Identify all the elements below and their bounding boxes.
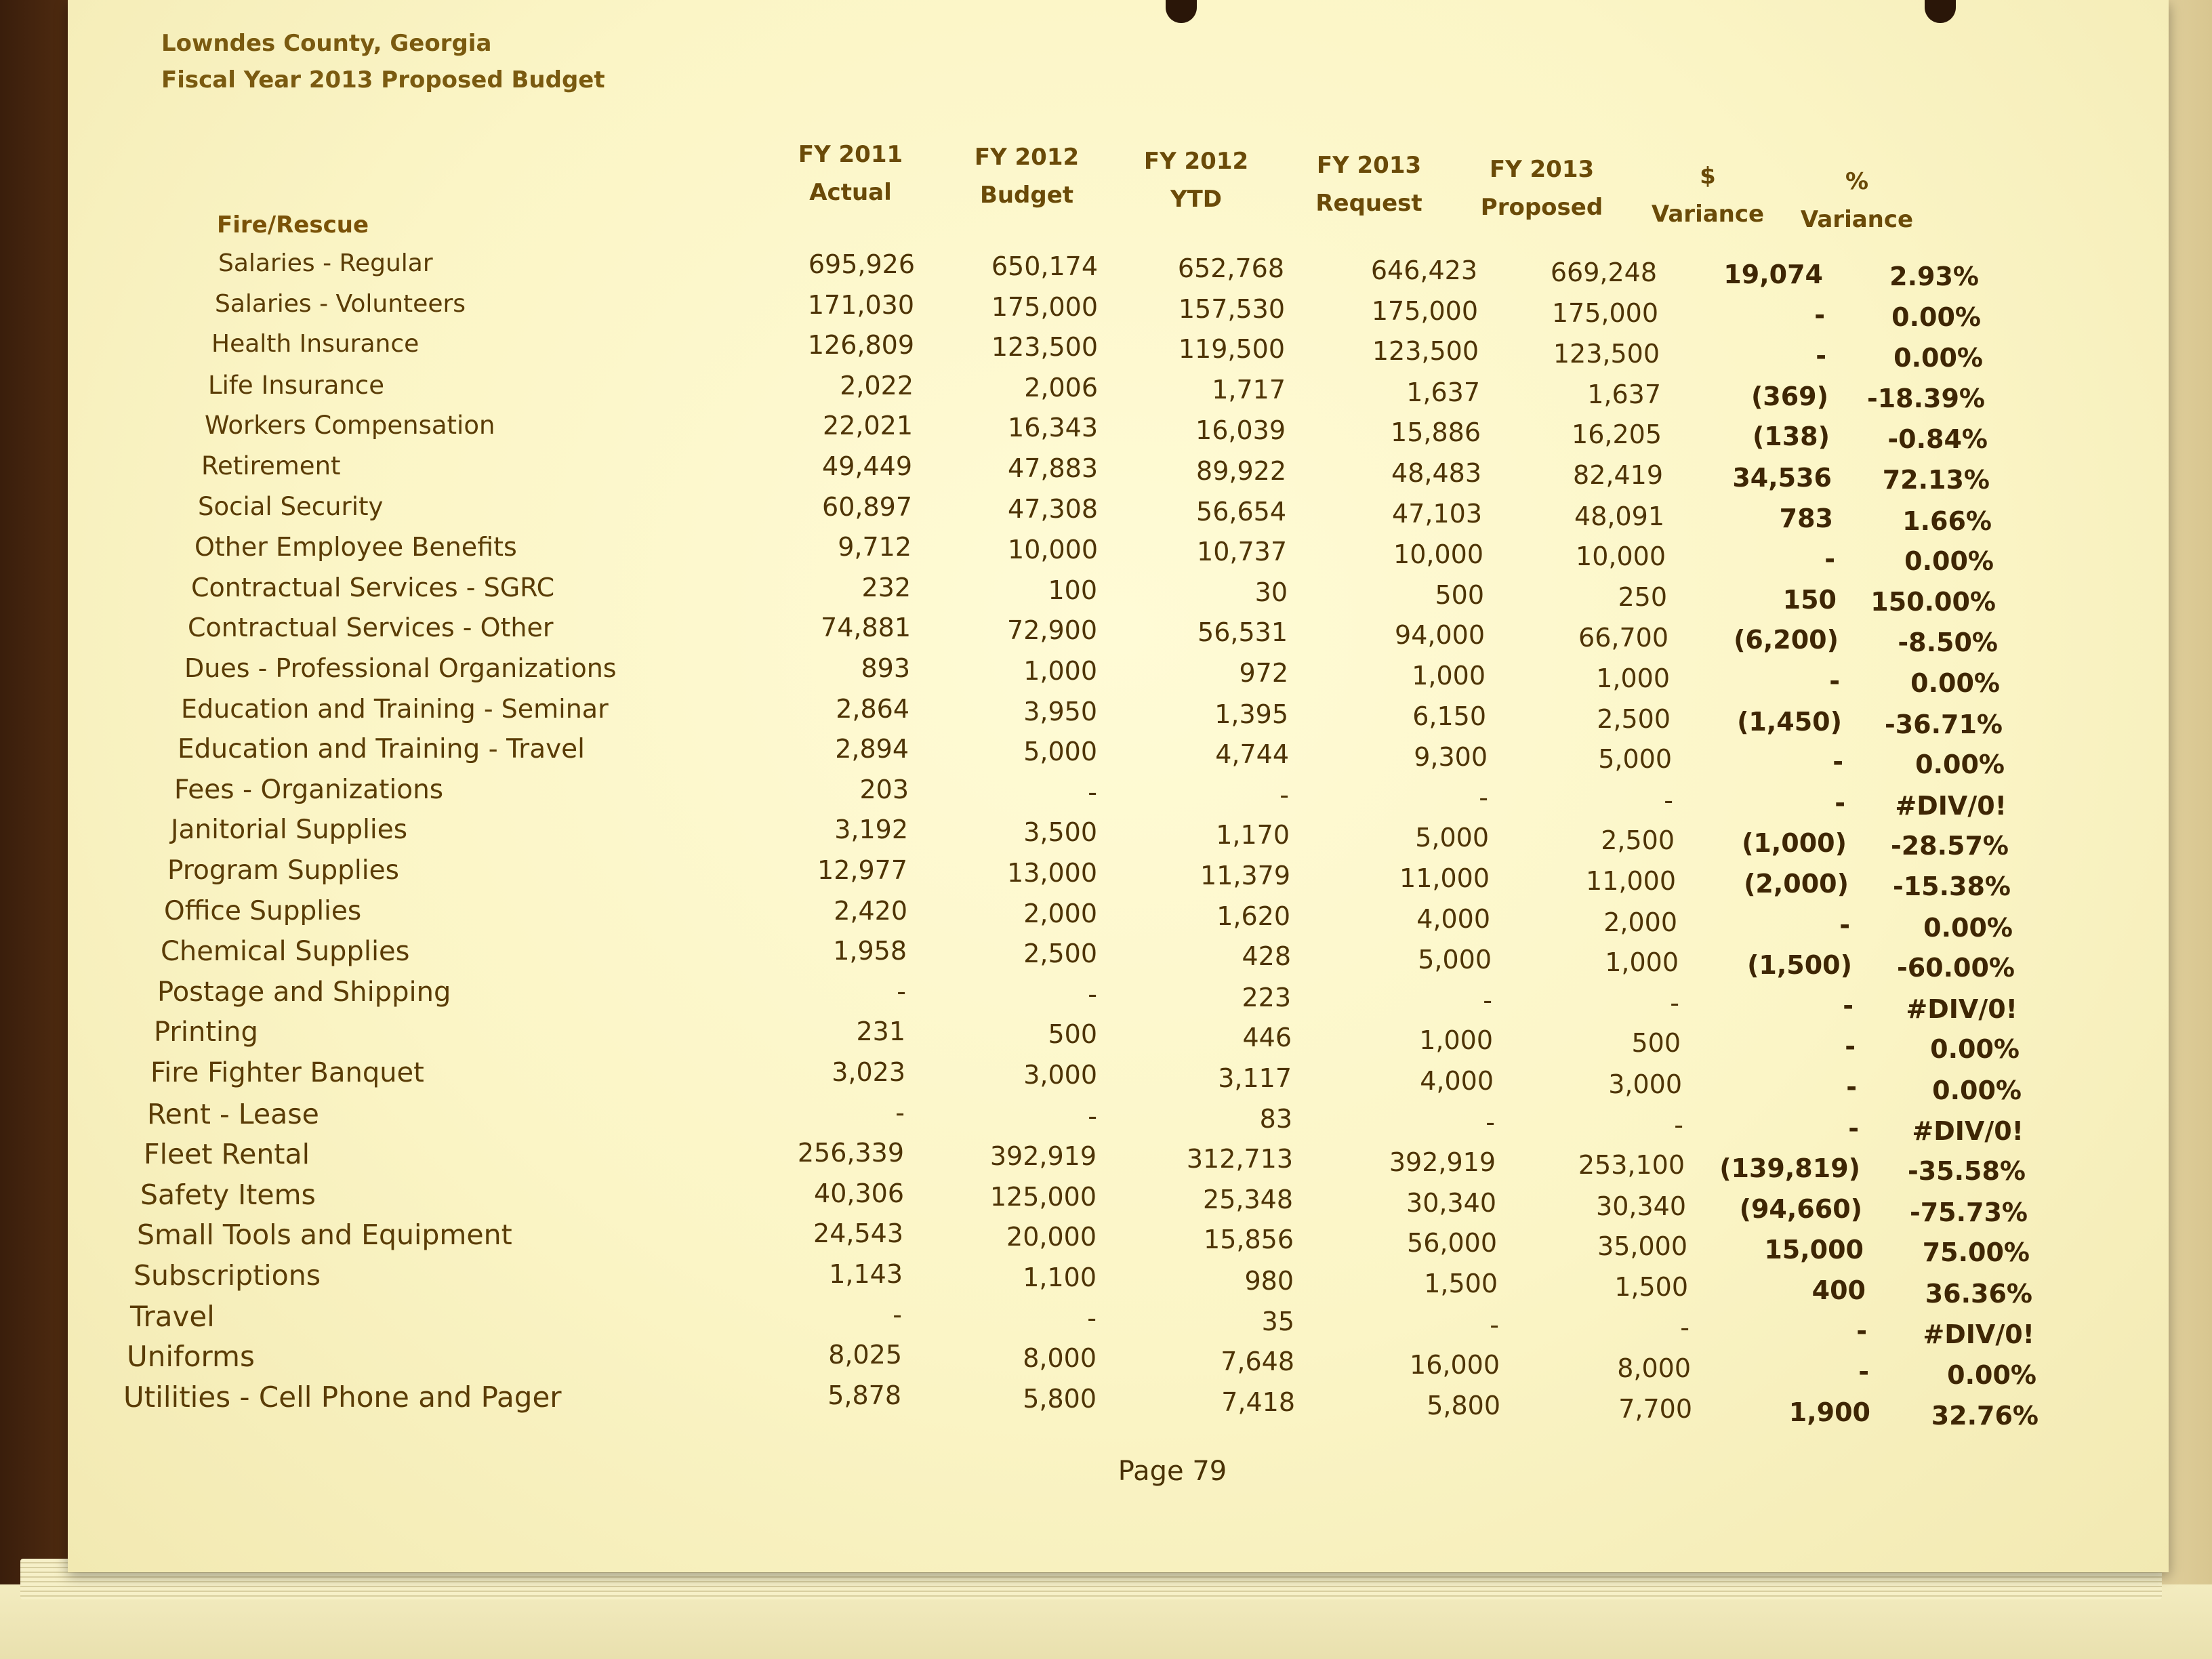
value-cell: 22,021 <box>823 411 913 441</box>
value-cell: -8.50% <box>1898 628 1998 657</box>
value-cell: 56,531 <box>1197 617 1288 647</box>
line-item-label: Social Security <box>198 492 384 521</box>
table-row <box>68 896 2169 943</box>
table-row <box>68 451 2169 495</box>
value-cell: 428 <box>1242 941 1291 971</box>
column-header-line2: Request <box>1315 190 1422 217</box>
binder-hole <box>1925 0 1956 23</box>
line-item-label: Janitorial Supplies <box>171 815 408 845</box>
value-cell: 126,809 <box>807 330 914 360</box>
value-cell: 119,500 <box>1178 334 1285 364</box>
value-cell: - <box>1835 788 1845 818</box>
value-cell: 60,897 <box>822 492 912 522</box>
document-title-county: Lowndes County, Georgia <box>161 30 492 57</box>
value-cell: (1,500) <box>1747 950 1852 980</box>
value-cell: 1,958 <box>833 936 907 966</box>
table-row <box>68 1340 2169 1390</box>
table-row <box>68 734 2169 779</box>
value-cell: 5,000 <box>1418 945 1492 975</box>
value-cell: 74,881 <box>821 613 911 642</box>
value-cell: 123,500 <box>1553 339 1660 369</box>
column-header-line2: Proposed <box>1480 194 1603 221</box>
value-cell: 2,864 <box>836 694 909 724</box>
table-row <box>68 1218 2169 1267</box>
value-cell: 3,117 <box>1218 1063 1292 1093</box>
value-cell: 2.93% <box>1889 262 1979 291</box>
column-header-line1: FY 2012 <box>1143 148 1249 175</box>
value-cell: 11,000 <box>1586 866 1676 896</box>
line-item-label: Education and Training - Travel <box>178 734 586 764</box>
value-cell: 446 <box>1242 1023 1292 1052</box>
table-row <box>68 1300 2169 1349</box>
line-item-label: Safety Items <box>140 1179 316 1211</box>
value-cell: - <box>1483 985 1492 1015</box>
value-cell: -15.38% <box>1892 872 2011 901</box>
line-item-label: Chemical Supplies <box>161 936 410 967</box>
value-cell: 2,420 <box>834 896 907 926</box>
value-cell: 2,500 <box>1597 704 1671 734</box>
table-row <box>68 1179 2169 1227</box>
line-item-label: Fire Fighter Banquet <box>150 1057 424 1088</box>
binder-hole <box>1166 0 1197 23</box>
value-cell: 256,339 <box>797 1138 904 1168</box>
value-cell: - <box>1486 1107 1495 1137</box>
value-cell: 47,103 <box>1392 499 1482 529</box>
table-row <box>68 1259 2169 1309</box>
table-row <box>68 1138 2169 1186</box>
value-cell: 47,883 <box>1008 453 1098 483</box>
line-item-label: Dues - Professional Organizations <box>184 653 617 683</box>
value-cell: 82,419 <box>1573 460 1663 490</box>
value-cell: - <box>1490 1310 1499 1340</box>
value-cell: 3,950 <box>1023 697 1097 726</box>
value-cell: 5,878 <box>827 1380 901 1410</box>
value-cell: - <box>1088 1101 1097 1131</box>
value-cell: 0.00% <box>1915 750 2005 779</box>
value-cell: 40,306 <box>814 1179 904 1208</box>
value-cell: 7,648 <box>1221 1347 1294 1376</box>
value-cell: - <box>1824 544 1835 574</box>
value-cell: 3,000 <box>1608 1069 1682 1099</box>
value-cell: 5,000 <box>1415 823 1489 853</box>
value-cell: 175,000 <box>1551 298 1658 328</box>
value-cell: 1.66% <box>1902 506 1992 536</box>
value-cell: 5,800 <box>1023 1384 1097 1414</box>
value-cell: 35 <box>1261 1307 1294 1336</box>
value-cell: 16,039 <box>1195 415 1286 445</box>
value-cell: 231 <box>856 1017 905 1046</box>
value-cell: - <box>1832 747 1843 777</box>
value-cell: - <box>1839 910 1850 940</box>
column-header-line1: $ <box>1700 163 1716 190</box>
column-header <box>1776 163 1938 239</box>
value-cell: 695,926 <box>808 249 915 279</box>
value-cell: 8,000 <box>1617 1353 1691 1383</box>
value-cell: (369) <box>1750 382 1828 411</box>
value-cell: (2,000) <box>1744 869 1849 899</box>
value-cell: 2,000 <box>1023 899 1097 928</box>
table-row <box>68 371 2169 413</box>
table-row <box>68 653 2169 698</box>
value-cell: - <box>897 977 906 1006</box>
value-cell: 2,022 <box>840 371 914 401</box>
value-cell: 49,449 <box>822 451 912 481</box>
value-cell: 15,886 <box>1391 417 1481 447</box>
value-cell: (94,660) <box>1739 1194 1862 1224</box>
value-cell: 66,700 <box>1578 623 1668 653</box>
table-row <box>68 815 2169 861</box>
value-cell: - <box>1856 1316 1867 1346</box>
value-cell: 0.00% <box>1904 546 1994 576</box>
column-header <box>1115 142 1277 218</box>
line-item-label: Contractual Services - SGRC <box>191 573 555 602</box>
column-header <box>1288 146 1450 222</box>
table-row <box>68 411 2169 454</box>
value-cell: -35.58% <box>1907 1156 2026 1186</box>
line-item-label: Workers Compensation <box>205 411 495 440</box>
value-cell: 6,150 <box>1412 701 1486 731</box>
value-cell: 100 <box>1048 575 1097 605</box>
line-item-label: Printing <box>154 1017 258 1048</box>
table-row <box>68 977 2169 1024</box>
value-cell: 123,500 <box>991 332 1098 362</box>
value-cell: 500 <box>1048 1019 1097 1049</box>
table-row <box>68 936 2169 983</box>
value-cell: 1,000 <box>1023 656 1097 686</box>
table-row <box>68 1017 2169 1064</box>
value-cell: 980 <box>1244 1266 1294 1296</box>
value-cell: 171,030 <box>807 290 914 320</box>
value-cell: 500 <box>1435 580 1484 610</box>
line-item-label: Rent - Lease <box>147 1098 319 1130</box>
line-item-label: Utilities - Cell Phone and Pager <box>123 1380 562 1414</box>
value-cell: - <box>895 1098 905 1128</box>
document-title-budget: Fiscal Year 2013 Proposed Budget <box>161 66 605 94</box>
line-item-label: Travel <box>130 1300 215 1333</box>
value-cell: 83 <box>1259 1104 1292 1134</box>
value-cell: 15,000 <box>1764 1235 1864 1265</box>
value-cell: - <box>1848 1113 1859 1143</box>
value-cell: 19,074 <box>1723 260 1823 289</box>
value-cell: - <box>1846 1072 1857 1102</box>
value-cell: -18.39% <box>1866 384 1985 413</box>
value-cell: 972 <box>1239 658 1288 688</box>
value-cell: - <box>1279 780 1289 810</box>
value-cell: 10,000 <box>1008 535 1098 565</box>
value-cell: 94,000 <box>1395 620 1485 650</box>
value-cell: 0.00% <box>1891 302 1981 332</box>
value-cell: 5,000 <box>1023 737 1097 766</box>
value-cell: 4,000 <box>1420 1066 1494 1096</box>
value-cell: 10,737 <box>1197 537 1287 567</box>
value-cell: 392,919 <box>1389 1147 1496 1177</box>
value-cell: 150.00% <box>1870 587 1996 617</box>
value-cell: 3,000 <box>1023 1060 1097 1090</box>
value-cell: 2,006 <box>1024 373 1098 403</box>
column-header <box>1626 157 1789 233</box>
value-cell: 175,000 <box>991 292 1098 322</box>
value-cell: 1,637 <box>1406 377 1480 407</box>
value-cell: 32.76% <box>1931 1401 2039 1431</box>
column-header-line1: % <box>1845 168 1869 195</box>
column-header-line2: YTD <box>1170 186 1223 213</box>
table-row <box>68 613 2169 657</box>
column-header-line1: FY 2013 <box>1489 156 1595 183</box>
line-item-label: Program Supplies <box>167 855 399 886</box>
value-cell: 34,536 <box>1732 463 1832 493</box>
value-cell: 7,700 <box>1618 1394 1692 1424</box>
value-cell: 1,900 <box>1788 1397 1870 1427</box>
section-title: Fire/Rescue <box>217 211 369 239</box>
value-cell: - <box>1674 1110 1683 1140</box>
column-header-line2: Variance <box>1651 201 1765 228</box>
page-number: Page 79 <box>1118 1456 1227 1487</box>
column-header <box>769 136 932 211</box>
value-cell: 1,000 <box>1419 1025 1493 1055</box>
value-cell: 4,000 <box>1416 904 1490 934</box>
value-cell: 0.00% <box>1910 668 2000 698</box>
value-cell: - <box>1829 666 1840 696</box>
line-item-label: Retirement <box>201 451 341 480</box>
value-cell: 16,205 <box>1572 419 1662 449</box>
budget-page <box>68 0 2169 1572</box>
value-cell: 4,744 <box>1215 739 1289 769</box>
value-cell: 10,000 <box>1393 539 1483 569</box>
value-cell: 2,894 <box>835 734 909 764</box>
column-header-line1: FY 2013 <box>1316 152 1422 179</box>
value-cell: 15,856 <box>1204 1225 1294 1254</box>
table-row <box>68 1057 2169 1105</box>
value-cell: (139,819) <box>1719 1153 1860 1183</box>
value-cell: 16,343 <box>1008 413 1098 443</box>
value-cell: 36.36% <box>1925 1279 2032 1309</box>
table-row <box>68 290 2169 332</box>
line-item-label: Salaries - Volunteers <box>215 290 466 318</box>
value-cell: -28.57% <box>1890 831 2009 861</box>
value-cell: 646,423 <box>1370 255 1477 285</box>
value-cell: 1,500 <box>1614 1272 1688 1302</box>
value-cell: #DIV/0! <box>1912 1116 2024 1146</box>
value-cell: 30 <box>1254 577 1288 607</box>
value-cell: 9,712 <box>838 532 912 562</box>
column-header-line2: Budget <box>979 182 1074 209</box>
column-header-line1: FY 2012 <box>974 144 1080 171</box>
value-cell: #DIV/0! <box>1923 1319 2034 1349</box>
value-cell: 5,800 <box>1427 1391 1500 1420</box>
value-cell: 203 <box>859 775 909 804</box>
column-header <box>945 138 1108 214</box>
value-cell: 30,340 <box>1406 1188 1496 1218</box>
value-cell: 0.00% <box>1932 1076 2022 1105</box>
value-cell: 125,000 <box>989 1182 1097 1212</box>
column-header-line1: FY 2011 <box>798 141 903 168</box>
line-item-label: Subscriptions <box>134 1259 321 1292</box>
value-cell: - <box>1088 777 1097 807</box>
column-header-line2: Actual <box>809 179 892 206</box>
value-cell: -60.00% <box>1896 953 2015 983</box>
value-cell: 0.00% <box>1947 1360 2036 1390</box>
value-cell: 1,620 <box>1216 901 1290 931</box>
value-cell: 157,530 <box>1178 294 1285 324</box>
line-item-label: Salaries - Regular <box>218 249 433 277</box>
value-cell: - <box>1087 1303 1097 1333</box>
value-cell: 1,143 <box>829 1259 903 1289</box>
line-item-label: Postage and Shipping <box>157 977 451 1008</box>
value-cell: (6,200) <box>1734 625 1839 655</box>
value-cell: 35,000 <box>1597 1231 1687 1261</box>
line-item-label: Other Employee Benefits <box>194 532 517 562</box>
value-cell: 72,900 <box>1007 615 1097 645</box>
value-cell: 11,000 <box>1399 863 1490 893</box>
value-cell: 1,000 <box>1412 661 1486 691</box>
value-cell: 175,000 <box>1371 296 1478 326</box>
value-cell: - <box>1858 1357 1869 1387</box>
table-row <box>68 330 2169 373</box>
value-cell: 2,000 <box>1603 907 1677 937</box>
value-cell: #DIV/0! <box>1906 994 2018 1024</box>
table-row <box>68 1380 2169 1431</box>
value-cell: 652,768 <box>1177 253 1284 283</box>
value-cell: 7,418 <box>1221 1387 1295 1417</box>
value-cell: 16,000 <box>1410 1350 1500 1380</box>
line-item-label: Fleet Rental <box>144 1138 310 1170</box>
line-item-label: Office Supplies <box>164 896 362 926</box>
value-cell: 47,308 <box>1008 494 1098 524</box>
value-cell: - <box>1680 1313 1689 1343</box>
value-cell: - <box>1816 341 1826 371</box>
value-cell: - <box>1670 988 1679 1018</box>
value-cell: - <box>1843 991 1853 1021</box>
line-item-label: Fees - Organizations <box>174 775 444 805</box>
line-item-label: Uniforms <box>127 1340 255 1373</box>
value-cell: 11,379 <box>1200 861 1290 890</box>
table-row <box>68 855 2169 901</box>
value-cell: -36.71% <box>1884 710 2003 739</box>
line-item-label: Health Insurance <box>211 330 419 358</box>
value-cell: 3,192 <box>834 815 908 844</box>
value-cell: 20,000 <box>1006 1222 1097 1252</box>
value-cell: 1,100 <box>1023 1263 1097 1292</box>
value-cell: 650,174 <box>991 251 1098 281</box>
value-cell: - <box>1814 300 1825 330</box>
table-row <box>68 249 2169 289</box>
value-cell: -0.84% <box>1887 424 1988 454</box>
value-cell: - <box>1479 783 1488 813</box>
value-cell: #DIV/0! <box>1895 791 2007 821</box>
value-cell: 56,654 <box>1196 497 1286 527</box>
value-cell: 56,000 <box>1407 1228 1497 1258</box>
value-cell: 223 <box>1242 983 1291 1012</box>
value-cell: - <box>1845 1031 1856 1061</box>
value-cell: 8,025 <box>828 1340 902 1370</box>
value-cell: 150 <box>1782 585 1837 615</box>
table-row <box>68 532 2169 576</box>
line-item-label: Contractual Services - Other <box>188 613 554 642</box>
table-row <box>68 573 2169 617</box>
value-cell: 0.00% <box>1923 913 2013 943</box>
value-cell: (1,000) <box>1742 828 1847 858</box>
column-header <box>1460 150 1623 226</box>
table-row <box>68 492 2169 536</box>
value-cell: 1,637 <box>1587 380 1661 409</box>
value-cell: 3,023 <box>832 1057 905 1087</box>
value-cell: - <box>893 1300 902 1330</box>
value-cell: 0.00% <box>1893 343 1983 373</box>
value-cell: 783 <box>1779 504 1833 533</box>
value-cell: 392,919 <box>989 1141 1097 1171</box>
value-cell: 3,500 <box>1023 817 1097 847</box>
value-cell: 30,340 <box>1596 1191 1686 1221</box>
value-cell: 1,000 <box>1596 663 1670 693</box>
value-cell: 48,091 <box>1574 501 1664 531</box>
value-cell: 12,977 <box>817 855 907 885</box>
value-cell: 500 <box>1631 1028 1681 1058</box>
value-cell: 75.00% <box>1922 1237 2030 1267</box>
value-cell: (1,450) <box>1737 707 1842 737</box>
line-item-label: Education and Training - Seminar <box>181 694 609 724</box>
value-cell: 8,000 <box>1023 1343 1097 1373</box>
value-cell: 5,000 <box>1598 744 1672 774</box>
value-cell: 24,543 <box>813 1218 903 1248</box>
value-cell: 232 <box>861 573 911 602</box>
value-cell: 250 <box>1618 582 1667 612</box>
table-row <box>68 694 2169 739</box>
value-cell: 48,483 <box>1391 458 1481 488</box>
value-cell: 1,717 <box>1212 375 1286 405</box>
value-cell: 893 <box>861 653 910 683</box>
value-cell: 89,922 <box>1196 456 1286 486</box>
value-cell: 123,500 <box>1372 336 1479 366</box>
value-cell: 2,500 <box>1601 825 1675 855</box>
value-cell: 2,500 <box>1023 939 1097 968</box>
value-cell: 312,713 <box>1186 1144 1293 1174</box>
value-cell: - <box>1664 785 1673 815</box>
value-cell: 25,348 <box>1203 1185 1293 1214</box>
value-cell: (138) <box>1752 422 1830 451</box>
line-item-label: Small Tools and Equipment <box>137 1218 512 1251</box>
value-cell: 1,395 <box>1214 699 1288 729</box>
value-cell: 13,000 <box>1007 858 1097 888</box>
table-row <box>68 775 2169 821</box>
value-cell: - <box>1088 979 1097 1009</box>
value-cell: 1,000 <box>1605 947 1679 977</box>
value-cell: 1,170 <box>1216 820 1290 850</box>
value-cell: -75.73% <box>1909 1197 2028 1227</box>
value-cell: 9,300 <box>1414 742 1488 772</box>
line-item-label: Life Insurance <box>208 371 384 400</box>
table-row <box>68 1098 2169 1146</box>
value-cell: 400 <box>1811 1275 1866 1305</box>
value-cell: 669,248 <box>1550 258 1657 287</box>
value-cell: 253,100 <box>1578 1150 1685 1180</box>
value-cell: 10,000 <box>1576 541 1666 571</box>
value-cell: 72.13% <box>1882 465 1990 495</box>
value-cell: 1,500 <box>1424 1269 1498 1298</box>
value-cell: 0.00% <box>1930 1034 2020 1064</box>
column-header-line2: Variance <box>1800 206 1914 233</box>
